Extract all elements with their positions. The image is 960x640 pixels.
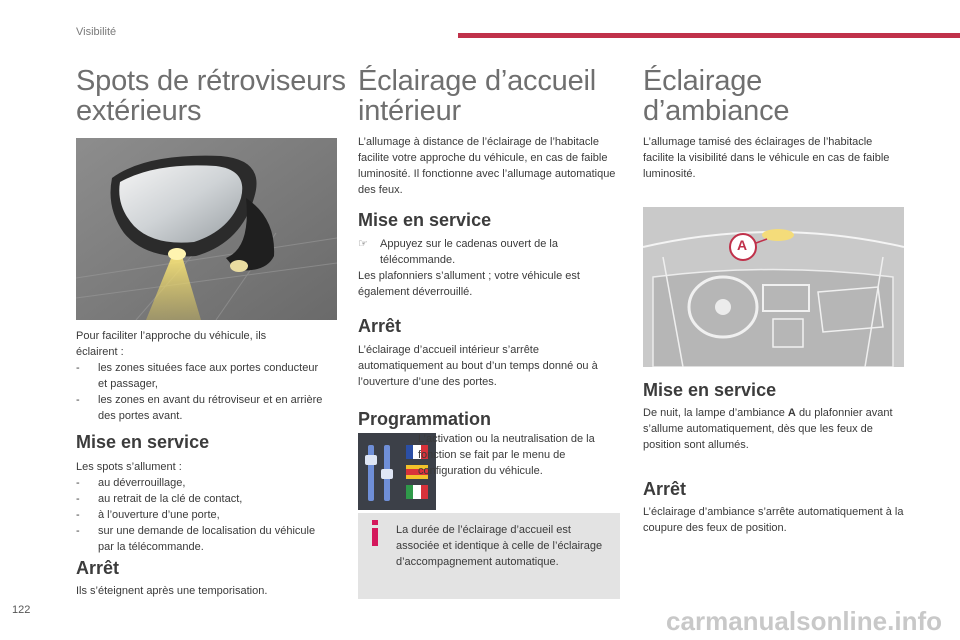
cabin-illustration — [643, 207, 904, 367]
col2-prog-text: L’activation ou la neutralisation de la fonction se fait par le menu de configuration du véhicule. — [418, 433, 595, 477]
col3-title-line1: Éclairage — [643, 65, 763, 97]
callout-label-a: A — [737, 237, 748, 253]
col2-mise-title: Mise en service — [358, 210, 492, 230]
col2-title-line1: Éclairage d’accueil — [358, 65, 596, 97]
section-label: Visibilité — [76, 26, 117, 38]
col3-mise-text-bold: A — [787, 407, 796, 419]
col2-title — [358, 66, 628, 126]
col2-mise-body — [358, 236, 620, 300]
info-icon — [370, 520, 380, 546]
col1-mise-list — [76, 475, 326, 555]
mirror-spot-illustration — [76, 138, 337, 320]
col1-mise-intro: Les spots s’allument : — [76, 461, 182, 473]
col1-title — [76, 66, 356, 126]
col3-arret-text: L’éclairage d’ambiance s’arrête automatiquement à la coupure des feux de position. — [643, 506, 904, 534]
col2-mise-bullet — [358, 236, 620, 268]
col2-mise-bullet-text: Appuyez sur le cadenas ouvert de la télécommande. — [380, 238, 558, 266]
header-rule — [458, 33, 960, 38]
col1-intro-line2: éclairent : — [76, 346, 124, 358]
col3-title-line2: d’ambiance — [643, 95, 790, 127]
col3-mise-text-after: du plafonnier avant s’allume automatiquement, dès que les feux de position sont allumés. — [643, 407, 893, 451]
col3-title — [643, 66, 903, 126]
list-item: - les zones en avant du rétroviseur et en arrière des portes avant. — [76, 392, 326, 424]
col2-mise-text: Les plafonniers s’allument ; votre véhicule est également déverrouillé. — [358, 270, 580, 298]
list-item: - au retrait de la clé de contact, — [76, 491, 326, 507]
col1-intro-line1: Pour faciliter l’approche du véhicule, ils — [76, 330, 267, 342]
list-item: - sur une demande de localisation du véhicule par la télécommande. — [76, 523, 326, 555]
col2-arret-text: L’éclairage d’accueil intérieur s’arrête automatiquement au bout d’un temps donné ou à l’ouverture d’une des portes. — [358, 344, 598, 388]
col3-mise-text — [643, 405, 905, 453]
col1-arret-text: Ils s’éteignent après une temporisation. — [76, 585, 268, 597]
col2-intro: L’allumage à distance de l’éclairage de l’habitacle facilite votre approche du véhicule, en cas de faible luminosité. Il fonctionne avec l’allumage automatique des feux. — [358, 136, 616, 196]
page-number: 122 — [12, 604, 31, 616]
col2-prog-title: Programmation — [358, 409, 492, 429]
col1-intro-list — [76, 360, 326, 424]
watermark: carmanualsonline.info — [666, 606, 942, 636]
col1-intro — [76, 328, 326, 424]
col1-arret-title: Arrêt — [76, 558, 120, 578]
col3-mise-title: Mise en service — [643, 380, 777, 400]
hand-pointer-icon: ☞ — [358, 238, 368, 250]
col1-title-line2: extérieurs — [76, 95, 202, 127]
list-item: - les zones situées face aux portes conducteur et passager, — [76, 360, 326, 392]
col2-title-line2: intérieur — [358, 95, 461, 127]
list-item: - au déverrouillage, — [76, 475, 326, 491]
col3-intro: L’allumage tamisé des éclairages de l’habitacle facilite la visibilité dans le véhicule en cas de faible luminosité. — [643, 136, 890, 180]
col1-mise-body — [76, 459, 326, 555]
col2-arret-title: Arrêt — [358, 316, 402, 336]
info-text: La durée de l’éclairage d’accueil est associée et identique à celle de l’éclairage d’accompagnement automatique. — [396, 524, 603, 568]
list-item: - à l’ouverture d’une porte, — [76, 507, 326, 523]
col3-mise-text-before: De nuit, la lampe d’ambiance — [643, 407, 785, 419]
col3-arret-title: Arrêt — [643, 479, 687, 499]
col1-mise-title: Mise en service — [76, 432, 210, 452]
col1-title-line1: Spots de rétroviseurs — [76, 65, 346, 97]
